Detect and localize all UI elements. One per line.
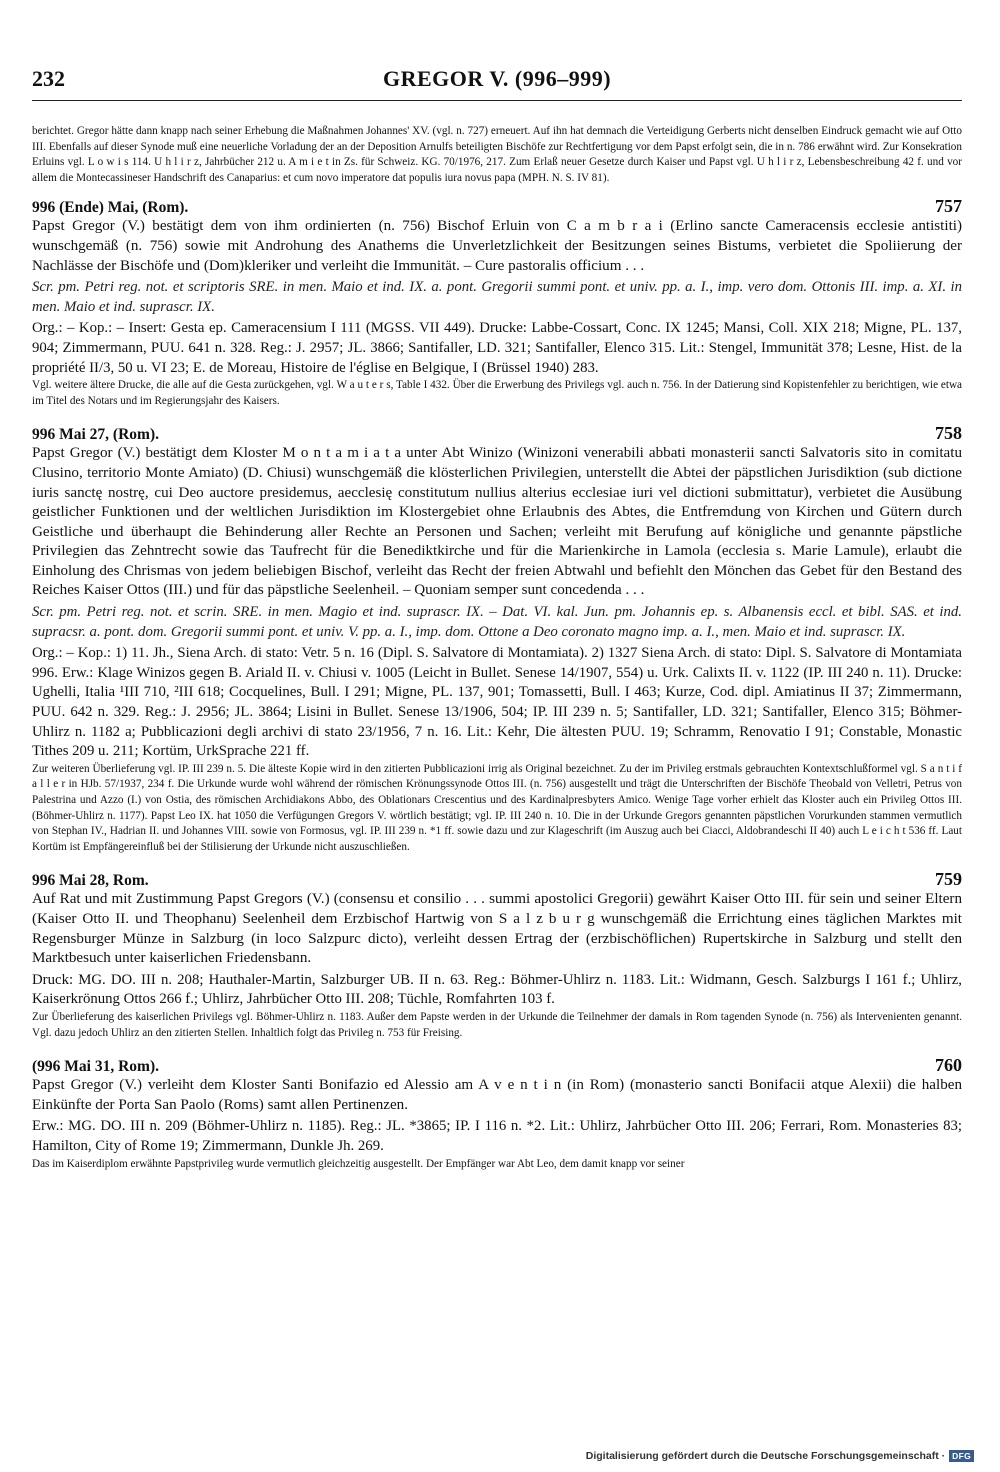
entry-text: Papst Gregor (V.) bestätigt dem von ihm ordinierten (n. 756) Bischof Erluin von C a m b r a i (Erlino sancte Cameracensis ecclesie antistiti) wunschgemäß (n. 756) sowie mit Androhung des Anathems die Unverletzlichkeit der Besitzungen seines Bistums, verbietet die Spoliierung der Nachlässe der Bischöfe und (Dom)kleriker und verleiht die Immunität. – Cure pastoralis officium . . .	[32, 218, 962, 274]
entry-759	[32, 869, 962, 1041]
entry-number: 758	[935, 423, 962, 444]
entry-date: 996 Mai 28, Rom.	[32, 872, 149, 890]
entry-header	[32, 1055, 962, 1076]
footer-text: Digitalisierung gefördert durch die Deutsche Forschungsgemeinschaft ·	[585, 1450, 946, 1462]
entry-758	[32, 423, 962, 855]
page-content	[32, 124, 962, 1172]
entry-references: Druck: MG. DO. III n. 208; Hauthaler-Martin, Salzburger UB. II n. 63. Reg.: Böhmer-Uhlirz n. 1183. Lit.: Widmann, Gesch. Salzburgs I 161 f.; Uhlirz, Kaiserkrönung Ottos 266 f.; Uhlirz, Jahrbücher Otto III. 208; Tüchle, Romfahrten 103 f.	[32, 971, 962, 1008]
entry-note: Vgl. weitere ältere Drucke, die alle auf die Gesta zurückgehen, vgl. W a u t e r s, Table I 432. Über die Erwerbung des Privilegs vgl. auch n. 756. In der Datierung sind Kopistenfehler zu berichtigen, wie etwa im Titel des Notars und im Regierungsjahr des Kaisers.	[32, 379, 962, 407]
header-rule	[32, 100, 962, 101]
dfg-logo-icon: DFG	[949, 1450, 974, 1462]
page-header	[32, 66, 962, 96]
entry-text: Papst Gregor (V.) bestätigt dem Kloster M o n t a m i a t a unter Abt Winizo (Winizoni venerabili abbati monasterii sancti Salvatoris sito in comitatu Clusino, territorio Monte Amiato) (D. Chiusi) wunschgemäß die klösterlichen Privilegien, unterstellt die Abtei der päpstlichen Jurisdiktion (sub dictione iuris sanctę nostrę, cui Deo auctore presidemus, aecclesię constitutum nullius alterius ecclesiae iuri vel dictioni submittatur), verbietet die Ausübung geistlicher Funktionen und der weltlichen Jurisdiktion im Klostergebiet ohne Erlaubnis des Abtes, die Entfremdung von Kirchen und Gütern durch Geistliche und überhaupt die Behinderung aller Rechte an Personen und Sachen; verleiht mit Berufung auf königliche und genannte päpstliche Privilegien das Zehntrecht sowie das Taufrecht für die Benediktkirche und für die Marienkirche in Lamola (ecclesia s. Marie Lamule), erlaubt die Einholung des Chrismas von jedem beliebigen Bischof, verleiht das Recht der freien Abtwahl und befiehlt den Mönchen das Gebet für den Bestand des Reiches Kaiser Ottos (III.) und für das päpstliche Seelenheil. – Quoniam semper sunt concedenda . . .	[32, 445, 962, 599]
entry-text: Papst Gregor (V.) verleiht dem Kloster Santi Bonifazio ed Alessio am A v e n t i n (in Rom) (monasterio sancti Bonifacii atque Alexii) die halben Einkünfte der Porta San Paolo (Roms) samt allen Pertinenzen.	[32, 1077, 962, 1113]
footer-credit	[586, 1450, 974, 1462]
entry-date: (996 Mai 31, Rom).	[32, 1058, 159, 1076]
page-title: GREGOR V. (996–999)	[382, 66, 612, 91]
entry-date: 996 (Ende) Mai, (Rom).	[32, 199, 189, 217]
entry-number: 757	[935, 196, 962, 217]
entry-760	[32, 1055, 962, 1172]
entry-references: Org.: – Kop.: 1) 11. Jh., Siena Arch. di stato: Vetr. 5 n. 16 (Dipl. S. Salvatore di Montamiata). 2) 1327 Siena Arch. di stato: Dipl. S. Salvatore di Montamiata 996. Erw.: Klage Winizos gegen B. Ariald II. v. Chiusi v. 1005 (Leicht in Bullet. Senese 14/1907, 554) u. Urk. Calixts II. v. 1122 (IP. III 240 n. 11). Drucke: Ughelli, Italia ¹III 710, ²III 618; Cocquelines, Bull. I 291; Migne, PL. 137, 901; Tomassetti, Bull. I 463; Kurze, Cod. dipl. Amiatinus II 37; Zimmermann, PUU. 642 n. 329. Reg.: J. 2956; JL. 3864; Lisini in Bullet. Senese 13/1906, 504; IP. III 239 n. 5; Santifaller, LD. 321; Santifaller, Elenco 315; Böhmer-Uhlirz n. 1182 a; Pubblicazioni degli archivi di stato 23/1956, 7 n. 16. Lit.: Kehr, Die ältesten PUU. 19; Schramm, Renovatio I 91; Constable, Monastic Tithes 209 u. 211; Kortüm, UrkSprache 221 ff.	[32, 645, 962, 760]
entry-header	[32, 196, 962, 217]
entry-text: Auf Rat und mit Zustimmung Papst Gregors (V.) (consensu et consilio . . . summi apostolici Gregorii) gewährt Kaiser Otto III. für sein und seiner Eltern (Kaiser Otto II. und Theophanu) Seelenheil dem Erzbischof Hartwig von S a l z b u r g wunschgemäß die Errichtung eines täglichen Marktes mit Regensburger Münze in Salzburg (in loco Salzpurc dicto), verleiht dessen Ertrag der (erzbischöflichen) Rupertskirche in Salzburg und stellt den Marktbesuch unter kaiserlichen Friedensbann.	[32, 891, 962, 967]
entry-references: Org.: – Kop.: – Insert: Gesta ep. Cameracensium I 111 (MGSS. VII 449). Drucke: Labbe-Cossart, Conc. IX 1245; Mansi, Coll. XIX 218; Migne, PL. 137, 904; Zimmermann, PUU. 641 n. 328. Reg.: J. 2957; JL. 3866; Santifaller, LD. 321; Santifaller, Elenco 315. Lit.: Stengel, Immunität 378; Lesne, Hist. de la propriété II/3, 50 u. VI 23; E. de Moreau, Histoire de l'église en Belgique, I (Brüssel 1940) 283.	[32, 320, 962, 376]
entry-header	[32, 423, 962, 444]
entry-number: 759	[935, 869, 962, 890]
entry-header	[32, 869, 962, 890]
entry-date: 996 Mai 27, (Rom).	[32, 426, 159, 444]
entry-note: Zur Überlieferung des kaiserlichen Privilegs vgl. Böhmer-Uhlirz n. 1183. Außer dem Papste werden in der Urkunde die Teilnehmer der damals in Rom tagenden Synode (n. 756) als Intervenienten genannt. Vgl. dazu jedoch Uhlirz an den zitierten Stellen. Inhaltlich folgt das Privileg n. 753 für Freising.	[32, 1010, 962, 1039]
intro-note: berichtet. Gregor hätte dann knapp nach seiner Erhebung die Maßnahmen Johannes' XV. (vgl. n. 727) erneuert. Auf ihn hat demnach die Verteidigung Gerberts nicht denselben Eindruck gemacht wie auf Otto III. Ebenfalls auf dieser Synode muß eine neuerliche Vorladung der an der Deposition Arnulfs beteiligten Bischöfe zur Rechtfertigung vor dem Papst erfolgt sein, die in n. 786 erwähnt wird. Zur Konsekration Erluins vgl. L o w i s 114. U h l i r z, Jahrbücher 212 u. A m i e t in Zs. für Schweiz. KG. 70/1976, 217. Zum Erlaß neuer Gesetze durch Kaiser und Papst vgl. U h l i r z, Lebensbeschreibung 42 f. und vor allem die Montecassineser Handschrift des Canaparius: et cum novo imperatore dat populis iura novus papa (MPH. N. S. IV 81).	[32, 125, 962, 184]
entry-757	[32, 196, 962, 409]
entry-number: 760	[935, 1055, 962, 1076]
entry-registry: Scr. pm. Petri reg. not. et scriptoris SRE. in men. Maio et ind. IX. a. pont. Gregorii summi pont. et univ. pp. a. I., imp. vero dom. Ottonis III. imp. a. XI. in men. Maio et ind. suprascr. IX.	[32, 279, 962, 315]
entry-references: Erw.: MG. DO. III n. 209 (Böhmer-Uhlirz n. 1185). Reg.: JL. *3865; IP. I 116 n. *2. Lit.: Uhlirz, Jahrbücher Otto III. 206; Ferrari, Rom. Monasteries 83; Hamilton, City of Rome 19; Zimmermann, Dunkle Jh. 269.	[32, 1118, 962, 1154]
entry-registry: Scr. pm. Petri reg. not. et scrin. SRE. in men. Magio et ind. suprascr. IX. – Dat. VI. kal. Jun. pm. Johannis ep. s. Albanensis eccl. et bibl. SAS. et ind. supracsr. a. pont. dom. Gregorii summi pont. et univ. V. pp. a. I., imp. dom. Ottone a Deo coronato magno imp. a. I., men. Maio et ind. suprascr. IX.	[32, 604, 962, 640]
page-number: 232	[32, 66, 65, 91]
entry-note: Das im Kaiserdiplom erwähnte Papstprivileg wurde vermutlich gleichzeitig ausgestellt. Der Empfänger war Abt Leo, dem damit knapp vor seiner	[32, 1157, 685, 1170]
entry-note: Zur weiteren Überlieferung vgl. IP. III 239 n. 5. Die älteste Kopie wird in den zitierten Pubblicazioni irrig als Original bezeichnet. Zu der im Privileg erstmals gebrauchten Kontextschlußformel vgl. S a n t i f a l l e r in HJb. 57/1937, 234 f. Die Urkunde wurde wohl während der römischen Krönungssynode Ottos III. (n. 756) ausgestellt und trägt die Unterschriften der Bischöfe Theobald von Velletri, Petrus von Palestrina und Azzo (I.) von Ostia, des römischen Archidiakons Abbo, des Oblationars Crescentius und des Kardinalpresbyters Amico. Wenige Tage vorher erhielt das Kloster auch ein Privileg Ottos III. (Böhmer-Uhlirz n. 1177). Papst Leo IX. hat 1050 die Verfügungen Gregors V. wörtlich bestätigt; vgl. IP. III 240 n. 10. Die in der Urkunde Gregors genannten päpstlichen Vorurkunden stammen vermutlich von Stephan IV., Hadrian II. und Johannes VIII. sowie von Formosus, vgl. IP. III 239 n. *1 ff. sowie dazu und zur Klageschrift (im Auszug auch bei Ciacci, Aldobrandeschi II 40) auch L e i c h t 536 ff. Laut Kortüm ist Empfängereinfluß bei der Stilisierung der Urkunde nicht auszuschließen.	[32, 762, 962, 853]
